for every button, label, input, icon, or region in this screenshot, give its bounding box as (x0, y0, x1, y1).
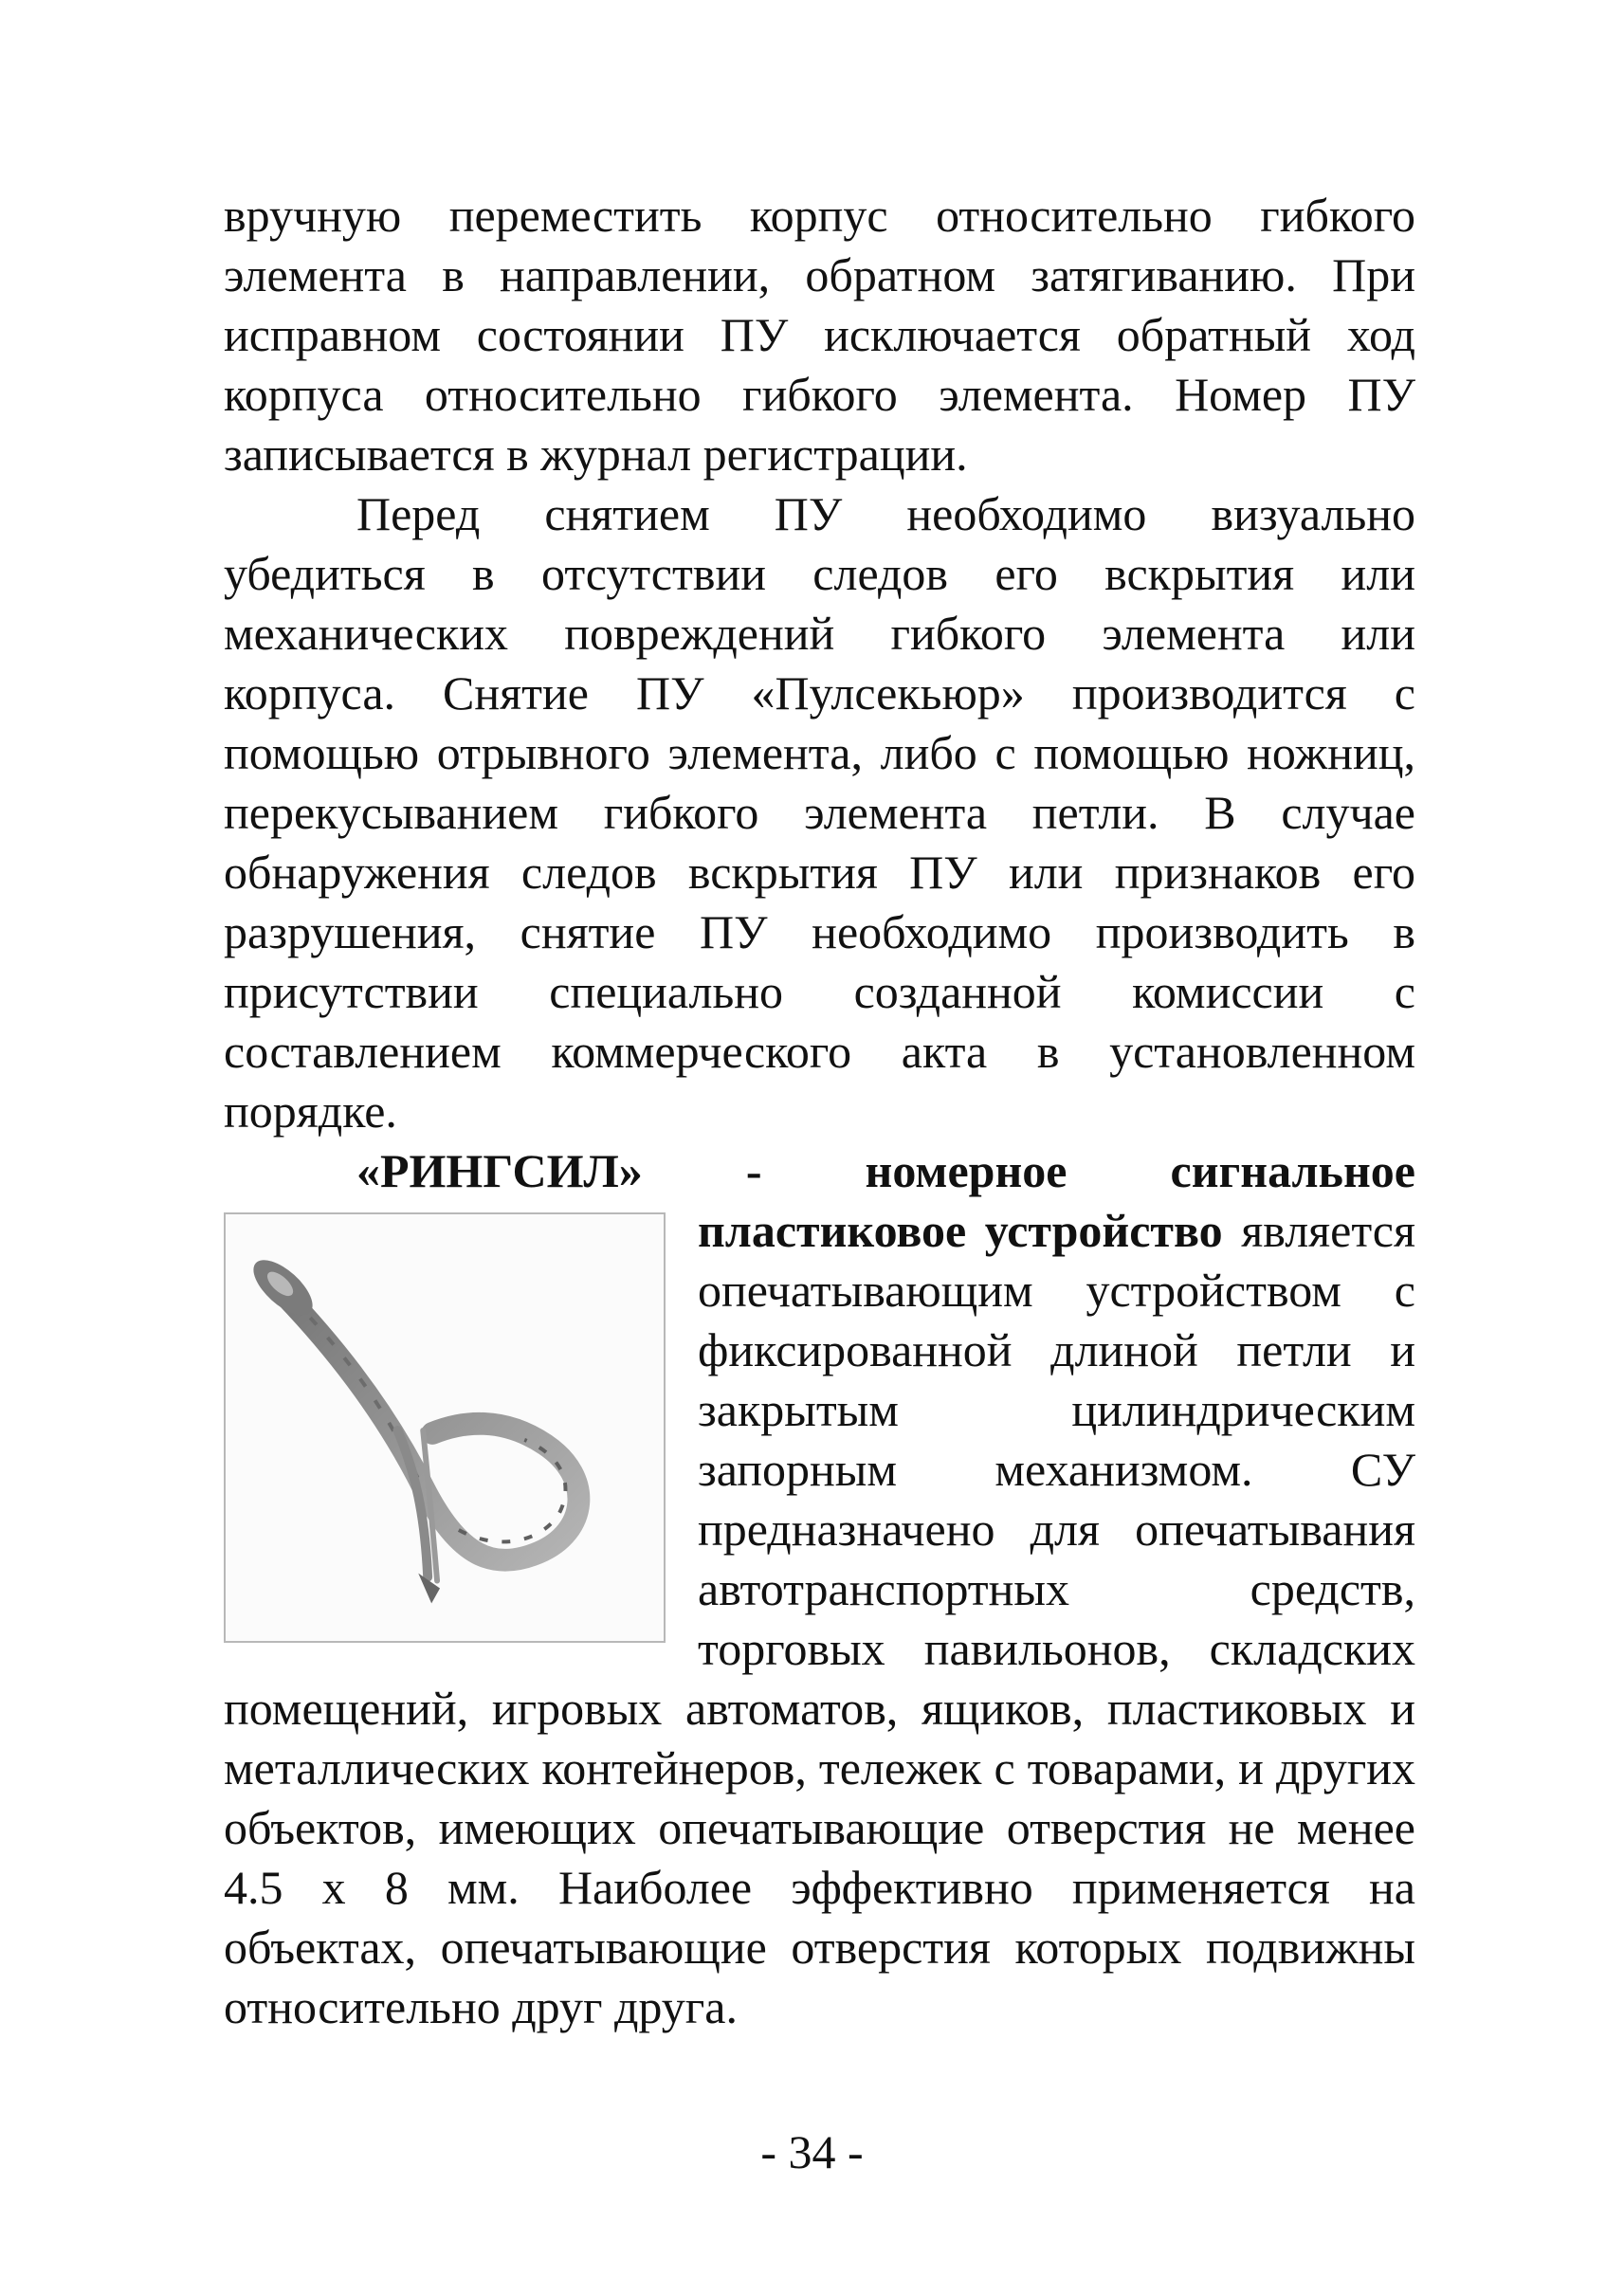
plastic-seal-icon (226, 1214, 664, 1641)
ringsil-title: «РИНГСИЛ» - номерное сигнальное пластиковое устройство (356, 1144, 1415, 1257)
paragraph-continued: вручную переместить корпус относительно гибкого элемента в направлении, обратном затягиванию. При исправном состоянии ПУ исключается обратный ход корпуса относительно гибкого элемента. Номер ПУ записывается в журнал регистрации. (224, 189, 1415, 481)
document-page (224, 186, 1415, 2037)
page-number: - 34 - (760, 2125, 864, 2178)
seal-figure (224, 1212, 666, 1643)
paragraph-removal: Перед снятием ПУ необходимо визуально убедиться в отсутствии следов его вскрытия или механических повреждений гибкого элемента или корпуса. Снятие ПУ «Пулсекьюр» производится с помощью отрывного элемента, либо с помощью ножниц, перекусыванием гибкого элемента петли. В случае обнаружения следов вскрытия ПУ или признаков его разрушения, снятие ПУ необходимо производить в присутствии специально созданной комиссии с составлением коммерческого акта в установленном порядке. (224, 487, 1415, 1138)
ringsil-text: является опечатывающим устройством с фиксированной длиной петли и закрытым цилиндрическим запорным механизмом. СУ предназначено для опечатывания автотранспортных средств, торговых павильонов, складских помещений, игровых автоматов, ящиков, пластиковых и металлических контейнеров, тележек с товарами, и других объектов, имеющих опечатывающие отверстия не менее 4.5 х 8 мм. Наиболее эффективно применяется на объектах, опечатывающие отверстия которых подвижны относительно друг друга. (224, 1204, 1415, 2033)
paragraph-ringsil (224, 1141, 1415, 2037)
